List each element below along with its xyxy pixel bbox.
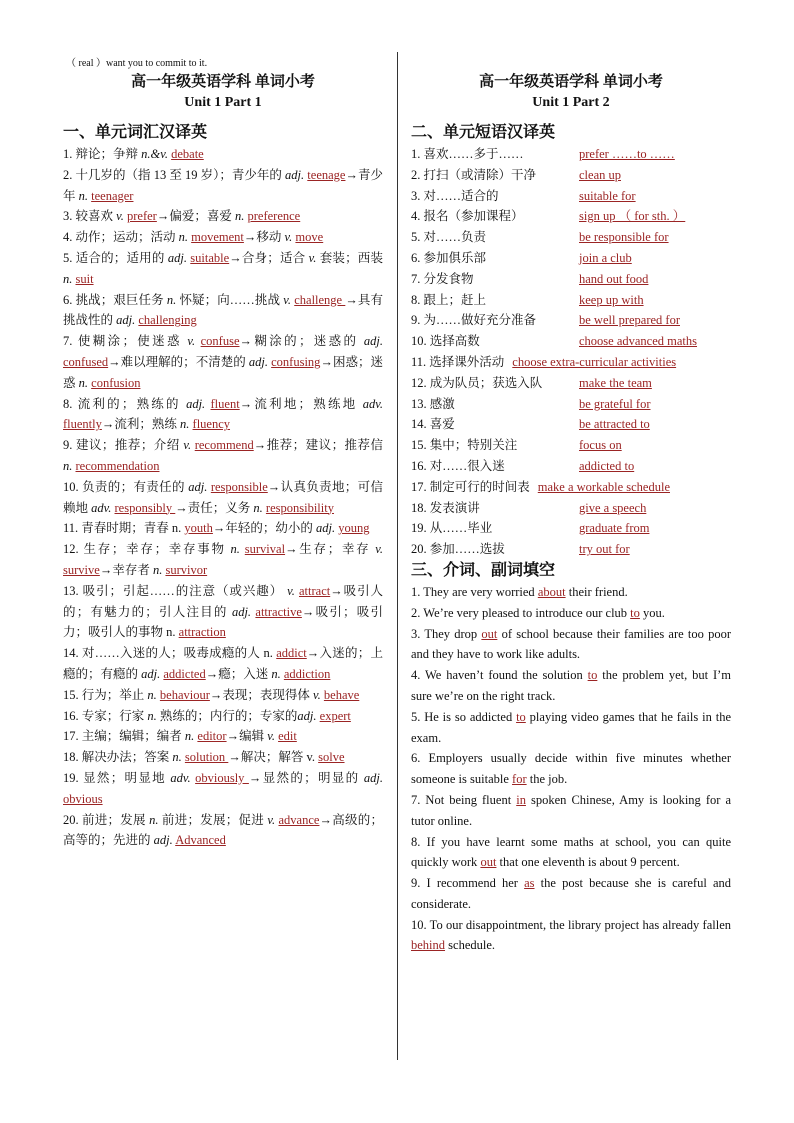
phrase-item [411, 539, 731, 560]
answer-text: attractive [255, 604, 302, 619]
sentence-text: 9. I recommend her [411, 876, 525, 891]
part-of-speech: adj. [297, 708, 317, 723]
part-of-speech: v. [283, 292, 291, 307]
part-of-speech: adv. [362, 396, 383, 411]
answer-text: Advanced [175, 833, 226, 848]
sentence-text: you. [639, 605, 665, 620]
vocab-text: →糊涂的；迷惑的 [239, 334, 364, 349]
phrase-item [411, 165, 731, 186]
answer-text: suitable [190, 250, 230, 265]
sentence-text: of school because their families are too poor and they have to work like adults. [411, 626, 732, 662]
part-of-speech: n. [271, 666, 281, 681]
phrase-item [411, 206, 731, 227]
vocab-text: →吸引人的；有魅力的；引人注目的 [63, 583, 383, 619]
section-prep-heading: 三、介词、副词填空 [411, 561, 556, 579]
phrase-list [411, 144, 731, 560]
vocab-text: →幸存者 [99, 562, 153, 577]
answer-text: preference [247, 209, 301, 224]
vocab-list [63, 144, 383, 851]
part-of-speech: n. [149, 812, 159, 827]
phrase-chinese: 10. 选择高数 [411, 334, 480, 349]
vocab-item [63, 518, 383, 539]
vocab-text: →认真负责地；可信赖地 [63, 479, 383, 515]
section-vocab-heading: 一、单元词汇汉译英 [63, 124, 208, 141]
phrase-chinese: 9. 为……做好充分准备 [411, 313, 537, 328]
vocab-item [63, 726, 383, 747]
phrase-item [411, 352, 731, 373]
prep-sentence [411, 707, 731, 749]
answer-text: young [338, 521, 370, 536]
answer-text: obviously [195, 770, 249, 785]
answer-text: confusing [271, 354, 321, 369]
vocab-text: →编辑 [226, 729, 268, 744]
vocab-text: →年轻的；幼小的 [212, 521, 317, 536]
vocab-text: →表现；表现得体 [209, 687, 314, 702]
vocab-item [63, 539, 383, 581]
answer-text: edit [278, 729, 297, 744]
answer-text: about [537, 584, 566, 599]
vocab-item [63, 768, 383, 810]
phrase-item [411, 435, 731, 456]
answer-text: fluently [63, 417, 102, 432]
answer-text: responsibility [265, 500, 334, 515]
phrase-item [411, 456, 731, 477]
vocab-text: 套装；西装 [316, 250, 383, 265]
phrase-item [411, 144, 731, 165]
vocab-text: 9. 建议；推荐；介绍 [63, 438, 184, 453]
vocab-text: →瘾；入迷 [205, 666, 272, 681]
vocab-item [63, 747, 383, 768]
vocab-text: 20. 前进；发展 [63, 812, 150, 827]
phrase-item [411, 394, 731, 415]
phrase-answer: make a workable schedule [537, 479, 670, 494]
phrase-item [411, 498, 731, 519]
vocab-item [63, 581, 383, 643]
phrase-item [411, 518, 731, 539]
prep-sentence [411, 665, 731, 707]
answer-text: teenage [307, 167, 346, 182]
vocab-text: 6. 挑战；艰巨任务 [63, 292, 167, 307]
answer-text: out [481, 626, 498, 641]
phrase-item [411, 248, 731, 269]
phrase-item [411, 331, 731, 352]
answer-text: teenager [91, 188, 134, 203]
answer-text: behind [411, 938, 446, 953]
answer-text: movement [191, 230, 244, 245]
phrase-chinese: 15. 集中；特别关注 [411, 438, 518, 453]
answer-text: confuse [200, 334, 240, 349]
answer-text: debate [171, 147, 204, 161]
vocab-text: →显然的；明显的 [248, 770, 364, 785]
part-of-speech: v. [116, 209, 124, 224]
prep-sentence [411, 603, 731, 624]
part-of-speech: adj. [186, 396, 206, 411]
vocab-text: 12. 生存；幸存；幸存事物 [63, 542, 231, 557]
sentence-text: 1. They are very worried [411, 584, 538, 599]
phrase-answer: prefer ……to …… [579, 147, 675, 161]
sentence-text: the problem yet, but I’m sure we’re on the right track. [411, 668, 731, 703]
answer-text: to [587, 668, 598, 683]
sentence-text: spoken Chinese, Amy is looking for a tutor online. [411, 792, 731, 828]
answer-text: youth [184, 521, 213, 536]
sentence-text: schedule. [445, 938, 496, 953]
vocab-item [63, 144, 383, 165]
left-subtitle: Unit 1 Part 1 [184, 95, 262, 110]
phrase-chinese: 11. 选择课外活动 [411, 354, 505, 369]
answer-text: confusion [91, 375, 141, 390]
answer-text: addict [276, 646, 307, 661]
answer-text: suit [75, 271, 94, 286]
answer-text: survival [244, 542, 286, 557]
phrase-chinese: 3. 对……适合的 [411, 188, 499, 203]
prep-sentence [411, 624, 731, 666]
part-of-speech: n. [63, 458, 73, 473]
answer-text: solve [318, 750, 345, 765]
phrase-chinese: 6. 参加俱乐部 [411, 250, 487, 265]
vocab-item [63, 331, 383, 393]
answer-text: for [512, 772, 527, 787]
vocab-text: →合身；适合 [229, 250, 309, 265]
answer-text: survive [63, 562, 100, 577]
part-of-speech: n. [147, 708, 157, 723]
sentence-text: 10. To our disappointment, the library project has already fallen [411, 917, 731, 932]
answer-text: survivor [165, 562, 208, 577]
sentence-text: the job. [526, 772, 568, 787]
vocab-item [63, 206, 383, 227]
sentence-text: 2. We’re very pleased to introduce our club [411, 605, 631, 620]
vocab-text: →吸引；吸引力；吸引人的事物 n. [63, 604, 383, 640]
vocab-text: 17. 主编；编辑；编者 [63, 729, 185, 744]
phrase-answer: make the team [579, 375, 652, 390]
vocab-text: 5. 适合的；适用的 [63, 250, 168, 265]
vocab-text: 14. 对……入迷的人；吸毒成瘾的人 n. [63, 646, 277, 661]
phrase-answer: sign up （ for sth. ） [579, 209, 686, 224]
part-of-speech: n. [253, 500, 263, 515]
answer-text: behave [323, 687, 360, 702]
phrase-answer: graduate from [579, 521, 650, 536]
phrase-answer: join a club [579, 250, 632, 265]
part-of-speech: adj. [363, 770, 383, 785]
part-of-speech: n. [184, 729, 195, 744]
phrase-chinese: 4. 报名（参加课程） [411, 209, 524, 224]
part-of-speech: v. [287, 583, 295, 598]
vocab-text: →入迷的；上瘾的；有瘾的 [63, 646, 383, 681]
vocab-item [63, 394, 383, 436]
part-of-speech: v. [267, 729, 275, 744]
part-of-speech: adj. [316, 521, 336, 536]
phrase-answer: be responsible for [579, 230, 669, 245]
prep-sentence [411, 915, 731, 957]
phrase-chinese: 14. 喜爱 [411, 417, 455, 432]
sentence-text: their friend. [565, 584, 628, 599]
vocab-text: →偏爱；喜爱 [156, 209, 235, 224]
phrase-answer: be well prepared for [579, 313, 680, 328]
part-of-speech: v. [267, 812, 276, 827]
part-of-speech: adv. [91, 500, 112, 515]
part-of-speech: adj. [188, 479, 208, 494]
part-of-speech: v. [313, 687, 321, 702]
answer-text: fluency [192, 417, 231, 432]
vocab-item [63, 435, 383, 477]
part-of-speech: v. [183, 438, 192, 453]
sentence-text: 7. Not being fluent [411, 792, 517, 807]
answer-text: challenging [138, 313, 197, 328]
phrase-chinese: 13. 感激 [411, 396, 455, 411]
vocab-text: →困惑；迷惑 [63, 354, 383, 390]
prep-list [411, 582, 731, 956]
phrase-chinese: 16. 对……很入迷 [411, 458, 505, 473]
phrase-chinese: 5. 对……负责 [411, 230, 487, 245]
right-subtitle: Unit 1 Part 2 [532, 95, 610, 110]
answer-text: responsibly [114, 500, 176, 515]
part-of-speech: n. [230, 542, 240, 557]
vocab-text: →青少年 [63, 167, 383, 203]
part-of-speech: n.&v. [141, 147, 168, 161]
answer-text: addicted [163, 666, 206, 681]
vocab-item [63, 227, 383, 248]
phrase-chinese: 7. 分发食物 [411, 271, 474, 286]
answer-text: fluent [210, 396, 240, 411]
phrase-chinese: 8. 跟上；赶上 [411, 292, 487, 307]
phrase-answer: choose extra-curricular activities [512, 354, 677, 369]
answer-text: attraction [178, 625, 226, 640]
part-of-speech: n. [178, 230, 189, 245]
vocab-text: →流利；熟练 [101, 417, 181, 432]
sentence-text: 6. Employers usually decide within five minutes whether someone is suitable [411, 751, 731, 787]
answer-text: as [524, 876, 535, 891]
part-of-speech: adj. [141, 666, 161, 681]
sentence-text: the post because she is careful and considerate. [411, 876, 731, 911]
part-of-speech: v. [187, 334, 196, 349]
answer-text: in [516, 792, 526, 807]
phrase-answer: addicted to [579, 458, 635, 473]
answer-text: confused [63, 354, 109, 369]
answer-text: behaviour [159, 687, 210, 702]
part-of-speech: v. [308, 250, 317, 265]
right-column [411, 72, 731, 956]
answer-text: advance [278, 812, 320, 827]
vocab-text: 熟练的；内行的；专家的 [156, 708, 298, 723]
phrase-chinese: 12. 成为队员；获选入队 [411, 375, 543, 390]
vocab-text: 前进；发展；促进 [158, 812, 268, 827]
vocab-text: 7. 使糊涂；使迷惑 [63, 334, 188, 349]
part-of-speech: n. [235, 209, 245, 224]
answer-text: prefer [127, 209, 157, 224]
answer-text: move [295, 230, 324, 245]
vocab-item [63, 290, 383, 332]
column-divider [397, 52, 398, 1060]
vocab-text: →移动 [243, 230, 285, 245]
answer-text: recommend [194, 438, 254, 453]
phrase-item [411, 269, 731, 290]
answer-text: attract [298, 583, 331, 598]
answer-text: editor [197, 729, 227, 744]
phrase-item [411, 414, 731, 435]
vocab-text: →责任；义务 [175, 500, 254, 515]
vocab-text: 8. 流利的；熟练的 [63, 396, 187, 411]
left-title: 高一年级英语学科 单词小考 [131, 74, 315, 90]
sentence-text: 3. They drop [411, 626, 482, 641]
sentence-text: 8. If you have learnt some maths at school, you can quite quickly work [411, 834, 731, 870]
vocab-text: 18. 解决办法；答案 [63, 750, 173, 765]
phrase-chinese: 2. 打扫（或清除）干净 [411, 167, 537, 182]
part-of-speech: adj. [116, 313, 136, 328]
prep-sentence [411, 873, 731, 915]
phrase-chinese: 1. 喜欢……多于…… [411, 147, 524, 161]
phrase-item [411, 186, 731, 207]
phrase-chinese: 18. 发表演讲 [411, 500, 480, 515]
left-column [63, 72, 383, 851]
phrase-item [411, 290, 731, 311]
vocab-text: 16. 专家；行家 [63, 708, 148, 723]
vocab-text: 3. 较喜欢 [63, 209, 117, 224]
vocab-text: 怀疑；向……挑战 [176, 292, 284, 307]
vocab-text: 15. 行为；举止 [63, 687, 148, 702]
phrase-chinese: 17. 制定可行的时间表 [411, 479, 530, 494]
part-of-speech: adv. [170, 770, 191, 785]
part-of-speech: adj. [153, 833, 173, 848]
vocab-text: →高级的；高等的；先进的 [63, 812, 383, 848]
vocab-item [63, 165, 383, 207]
part-of-speech: adj. [248, 354, 268, 369]
vocab-item [63, 706, 383, 727]
prep-sentence [411, 790, 731, 832]
phrase-answer: suitable for [579, 188, 636, 203]
part-of-speech: adj. [363, 334, 383, 349]
prep-sentence [411, 832, 731, 874]
answer-text: to [630, 605, 640, 620]
vocab-text: →难以理解的；不清楚的 [108, 354, 249, 369]
vocab-item [63, 643, 383, 685]
answer-text: challenge [294, 292, 346, 307]
phrase-item [411, 477, 731, 498]
right-title: 高一年级英语学科 单词小考 [479, 74, 663, 90]
part-of-speech: adj. [167, 250, 187, 265]
part-of-speech: n. [63, 271, 73, 286]
vocab-item [63, 477, 383, 519]
part-of-speech: v. [284, 230, 293, 245]
phrase-answer: focus on [579, 438, 622, 453]
vocab-text: →解决；解答 v. [228, 750, 319, 765]
part-of-speech: n. [78, 375, 89, 390]
phrase-answer: clean up [579, 167, 621, 182]
vocab-item [63, 685, 383, 706]
section-phrases-heading: 二、单元短语汉译英 [411, 124, 556, 141]
sentence-text: playing video games that he fails in the exam. [411, 709, 731, 745]
phrase-item [411, 310, 731, 331]
phrase-answer: try out for [579, 542, 630, 557]
part-of-speech: n. [180, 417, 190, 432]
part-of-speech: n. [78, 188, 89, 203]
vocab-item [63, 248, 383, 290]
vocab-text: 10. 负责的；有责任的 [63, 479, 189, 494]
prep-sentence [411, 748, 731, 790]
prep-sentence [411, 582, 731, 603]
top-note: （ real ）want you to commit to it. [66, 58, 208, 69]
answer-text: recommendation [75, 458, 160, 473]
part-of-speech: v. [375, 542, 383, 557]
vocab-text: 11. 青春时期；青春 n. [63, 521, 185, 536]
phrase-answer: be grateful for [579, 396, 651, 411]
sentence-text: 4. We haven’t found the solution [411, 668, 588, 683]
answer-text: out [480, 855, 497, 870]
vocab-text: →生存；幸存 [285, 542, 376, 557]
vocab-text: →流利地；熟练地 [239, 396, 363, 411]
part-of-speech: adj. [285, 167, 305, 182]
phrase-answer: be attracted to [579, 417, 650, 432]
part-of-speech: n. [172, 750, 182, 765]
sentence-text: that one eleventh is about 9 percent. [496, 855, 680, 870]
vocab-text: 4. 动作；运动；活动 [63, 230, 179, 245]
answer-text: obvious [63, 791, 103, 806]
phrase-answer: choose advanced maths [579, 334, 698, 349]
vocab-text: →具有挑战性的 [63, 292, 383, 328]
sentence-text: 5. He is so addicted [411, 709, 517, 724]
answer-text: expert [319, 708, 351, 723]
vocab-text: →推荐；建议；推荐信 [253, 438, 383, 453]
phrase-answer: hand out food [579, 271, 649, 286]
vocab-text: 13. 吸引；引起……的注意（或兴趣） [63, 583, 288, 598]
phrase-answer: keep up with [579, 292, 644, 307]
vocab-item [63, 810, 383, 852]
vocab-text: 19. 显然；明显地 [63, 770, 171, 785]
phrase-chinese: 19. 从……毕业 [411, 521, 493, 536]
answer-text: addiction [283, 666, 331, 681]
part-of-speech: n. [152, 562, 163, 577]
part-of-speech: adj. [231, 604, 252, 619]
answer-text: to [516, 709, 526, 724]
phrase-chinese: 20. 参加……选拔 [411, 542, 505, 557]
vocab-text: 2. 十几岁的（指 13 至 19 岁）；青少年的 [63, 167, 286, 182]
part-of-speech: n. [166, 292, 177, 307]
phrase-item [411, 227, 731, 248]
phrase-answer: give a speech [579, 500, 647, 515]
answer-text: responsible [210, 479, 268, 494]
vocab-text: 1. 辩论；争辩 [63, 147, 142, 161]
answer-text: solution [184, 750, 229, 765]
part-of-speech: n. [147, 687, 157, 702]
phrase-item [411, 373, 731, 394]
